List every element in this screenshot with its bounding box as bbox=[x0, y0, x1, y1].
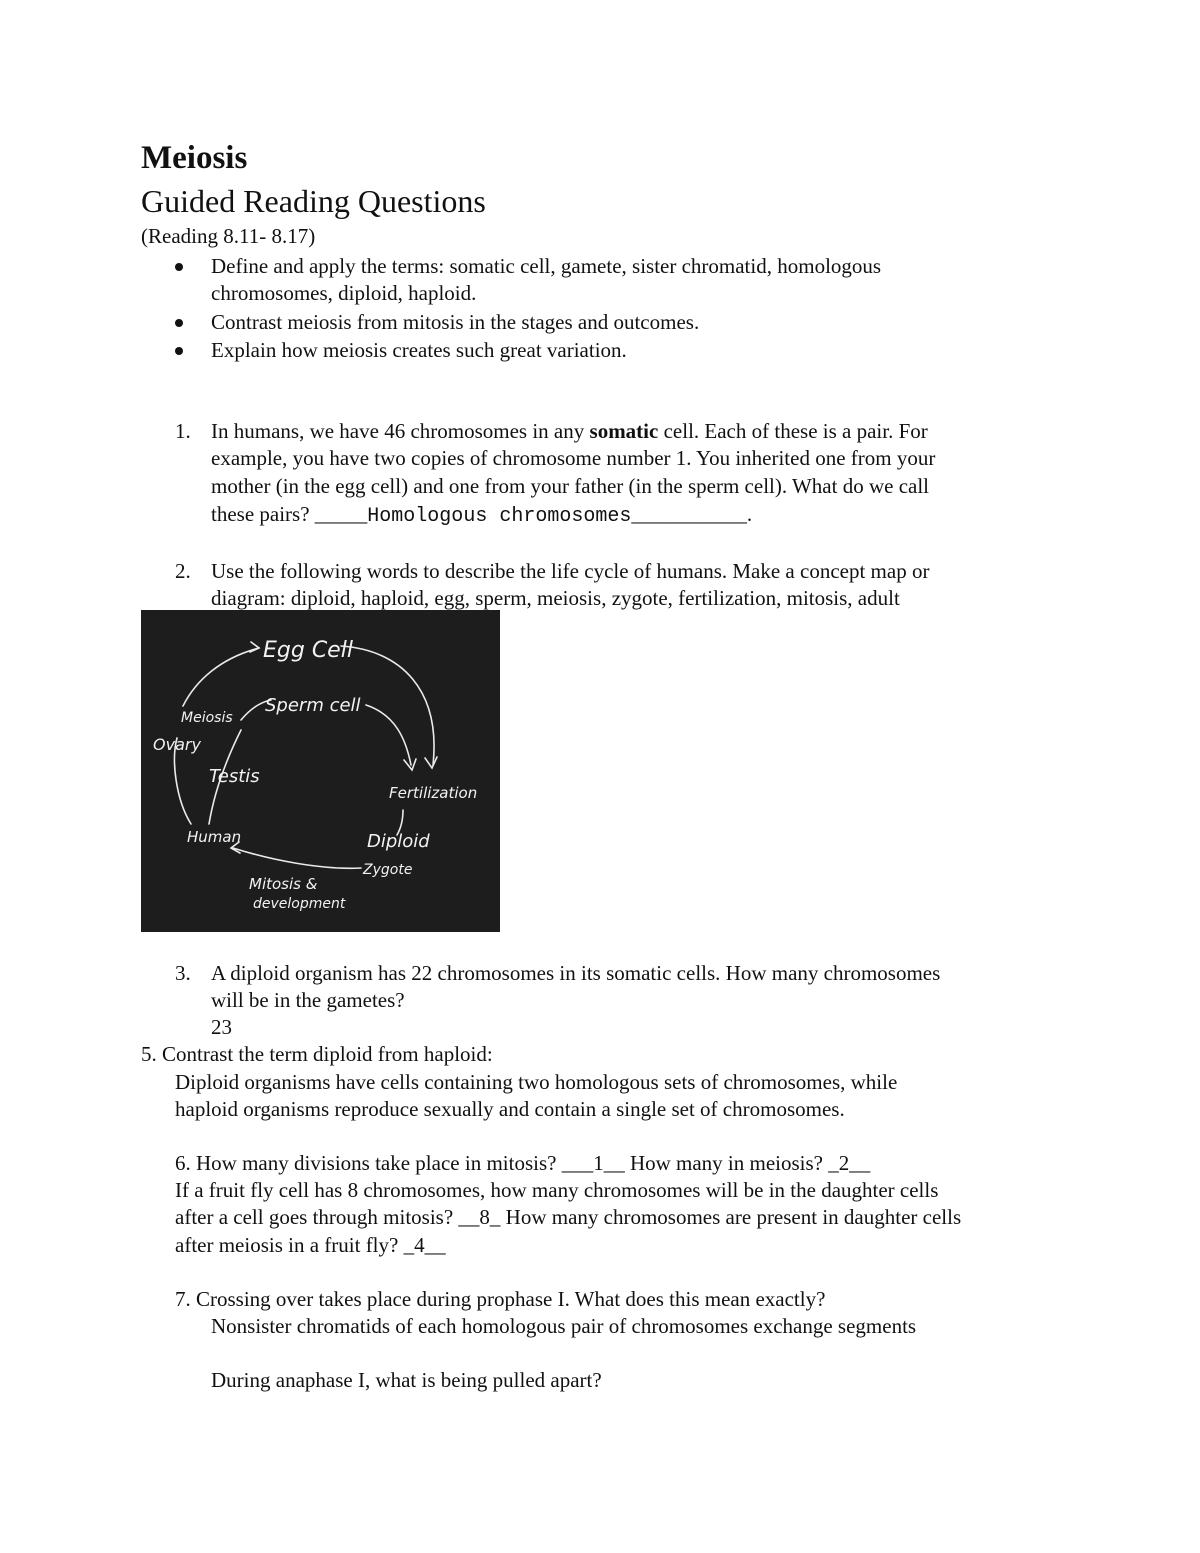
diagram-label-zygote: Zygote bbox=[363, 862, 413, 878]
question-text-part: ___________. bbox=[631, 502, 753, 526]
question-text-part: these pairs? _____ bbox=[211, 502, 368, 526]
question-text: diagram: diploid, haploid, egg, sperm, meiosis, zygote, fertilization, mitosis, adult bbox=[211, 586, 900, 610]
diagram-label-testis: Testis bbox=[209, 766, 260, 787]
life-cycle-diagram-svg bbox=[141, 610, 500, 932]
arrow-head bbox=[425, 757, 437, 768]
question-text-part: In humans, we have 46 chromosomes in any bbox=[211, 419, 590, 443]
answer-text: Diploid organisms have cells containing two homologous sets of chromosomes, while bbox=[175, 1070, 898, 1094]
question-text: 6. How many divisions take place in mitosis? ___1__ How many in meiosis? _2__ bbox=[175, 1151, 871, 1175]
question-text: Use the following words to describe the life cycle of humans. Make a concept map or bbox=[211, 559, 930, 583]
diagram-label-development: development bbox=[253, 896, 346, 912]
diagram-label-diploid: Diploid bbox=[367, 831, 430, 852]
question-number: 3. bbox=[175, 961, 191, 985]
arrow-zygote-to-human bbox=[233, 848, 361, 868]
question-text bbox=[211, 418, 928, 446]
objective-item-continued: chromosomes, diploid, haploid. bbox=[211, 281, 477, 305]
question-text: mother (in the egg cell) and one from your father (in the sperm cell). What do we call bbox=[211, 474, 930, 498]
question-text: During anaphase I, what is being pulled apart? bbox=[211, 1368, 602, 1392]
reading-reference: (Reading 8.11- 8.17) bbox=[141, 224, 316, 248]
bullet-icon bbox=[175, 319, 183, 327]
objective-item: Contrast meiosis from mitosis in the stages and outcomes. bbox=[211, 310, 700, 334]
question-text: If a fruit fly cell has 8 chromosomes, how many chromosomes will be in the daughter cells bbox=[175, 1178, 939, 1202]
diagram-label-fertilization: Fertilization bbox=[389, 784, 478, 802]
question-text: after a cell goes through mitosis? __8_ How many chromosomes are present in daughter cells bbox=[175, 1205, 962, 1229]
objective-item: Explain how meiosis creates such great variation. bbox=[211, 338, 627, 362]
question-text: after meiosis in a fruit fly? _4__ bbox=[175, 1233, 446, 1257]
diagram-label-mitosis: Mitosis & bbox=[249, 875, 318, 893]
question-number: 1. bbox=[175, 419, 191, 443]
answer-text: Homologous chromosomes bbox=[367, 505, 632, 528]
bullet-icon bbox=[175, 347, 183, 355]
question-text-part: cell. Each of these is a pair. For bbox=[658, 419, 928, 443]
question-text: 5. Contrast the term diploid from haploid: bbox=[141, 1042, 493, 1066]
arrow-sperm-to-fertilization bbox=[366, 705, 411, 765]
question-text bbox=[211, 501, 752, 531]
diagram-label-sperm: Sperm cell bbox=[265, 695, 361, 716]
question-text: example, you have two copies of chromosome number 1. You inherited one from your bbox=[211, 446, 936, 470]
question-number: 2. bbox=[175, 559, 191, 583]
diagram-label-meiosis: Meiosis bbox=[181, 710, 233, 726]
question-text: A diploid organism has 22 chromosomes in its somatic cells. How many chromosomes bbox=[211, 961, 941, 985]
answer-text: Nonsister chromatids of each homologous pair of chromosomes exchange segments bbox=[211, 1314, 917, 1338]
bold-term: somatic bbox=[589, 419, 659, 443]
answer-text: haploid organisms reproduce sexually and contain a single set of chromosomes. bbox=[175, 1097, 845, 1121]
arrow-meiosis-to-egg bbox=[183, 648, 259, 706]
diagram-label-ovary: Ovary bbox=[153, 735, 201, 754]
life-cycle-diagram bbox=[141, 610, 500, 932]
diagram-label-egg: Egg Cell bbox=[263, 638, 353, 663]
page-subtitle: Guided Reading Questions bbox=[141, 183, 486, 219]
question-text: 7. Crossing over takes place during prophase I. What does this mean exactly? bbox=[175, 1287, 826, 1311]
question-text: will be in the gametes? bbox=[211, 988, 405, 1012]
bullet-icon bbox=[175, 263, 183, 271]
diagram-label-human: Human bbox=[187, 828, 242, 846]
page-title: Meiosis bbox=[141, 140, 248, 176]
answer-text: 23 bbox=[211, 1015, 232, 1039]
objective-item: Define and apply the terms: somatic cell, gamete, sister chromatid, homologous bbox=[211, 254, 882, 278]
